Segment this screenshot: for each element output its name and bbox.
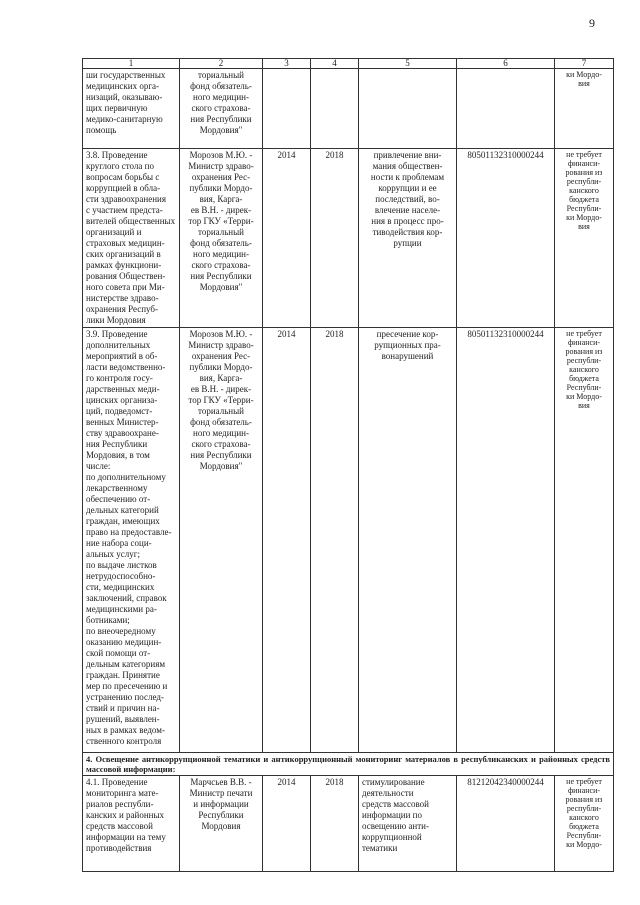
table-row xyxy=(83,328,614,753)
table-header-row xyxy=(83,59,614,69)
measure-cell: 4.1. Проведение мониторинга мате- риалов республи- канских и районных средств массовой информации на тему противодействия xyxy=(83,776,180,872)
code-cell xyxy=(457,69,555,149)
measure-cell: ши государственных медицинских орга- низаций, оказываю- щих первичную медико-санитарную помощь xyxy=(83,69,180,149)
financing-cell: не требует финанси- рования из республи- канского бюджета Республи- ки Мордо- вия xyxy=(555,149,614,328)
code-cell: 80501132310000244 xyxy=(457,328,555,753)
end-year-cell: 2018 xyxy=(311,328,359,753)
table-row xyxy=(83,776,614,872)
financing-cell: не требует финанси- рования из республи- канского бюджета Республи- ки Мордо- вия xyxy=(555,328,614,753)
start-year-cell: 2014 xyxy=(263,328,311,753)
financing-cell: не требует финанси- рования из республи- канского бюджета Республи- ки Мордо- xyxy=(555,776,614,872)
measure-cell: 3.9. Проведение дополнительных мероприятий в об- ласти ведомственно- го контроля госу- дарственных меди- цинских организа- ций, подведомст- венных Министер- ству здравоохране- ния Республики Мордовия, в том числе: по дополнительному лекарственному обеспечению от- дельных категорий граждан, имеющих право на предоставле- ние набора соци- альных услуг; по выдаче листков нетрудоспособно- сти, медицинских заключений, справок медицинскими ра- ботниками; по внеочередному оказанию медицин- ской помощи от- дельным категориям граждан. Принятие мер по пресечению и устранению послед- ствий и причин на- рушений, выявлен- ных в рамках ведом- ственного контроля xyxy=(83,328,180,753)
header-cell: 2 xyxy=(180,59,263,69)
end-year-cell xyxy=(311,69,359,149)
start-year-cell xyxy=(263,69,311,149)
measures-table xyxy=(82,58,614,872)
result-cell: привлечение вни- мания обществен- ности к проблемам коррупции и ее последствий, во- влечение населе- ния в процесс про- тиводействия кор- рупции xyxy=(359,149,457,328)
result-cell xyxy=(359,69,457,149)
end-year-cell: 2018 xyxy=(311,149,359,328)
header-cell: 6 xyxy=(457,59,555,69)
header-cell: 5 xyxy=(359,59,457,69)
financing-cell: ки Мордо- вия xyxy=(555,69,614,149)
section-heading: 4. Освещение антикоррупционной тематики и антикоррупционный мониторинг материалов в республиканских и районных средств массовой информации: xyxy=(83,753,614,776)
responsible-cell: Морозов М.Ю. - Министр здраво- охранения Рес- публики Мордо- вия, Карга- ев В.Н. - дирек- тор ГКУ «Терри- ториальный фонд обязатель- ного медицин- ского страхова- ния Республики Мордовия" xyxy=(180,149,263,328)
measure-cell: 3.8. Проведение круглого стола по вопросам борьбы с коррупцией в обла- сти здравоохранения с участием предста- вителей общественных организаций и страховых медицин- ских организаций в рамках функциони- рования Обществен- ного совета при Ми- нистерстве здраво- охранения Респуб- лики Мордовия xyxy=(83,149,180,328)
table-row xyxy=(83,149,614,328)
code-cell: 81212042340000244 xyxy=(457,776,555,872)
result-cell: пресечение кор- рупционных пра- вонарушений xyxy=(359,328,457,753)
code-cell: 80501132310000244 xyxy=(457,149,555,328)
header-cell: 4 xyxy=(311,59,359,69)
result-cell: стимулирование деятельности средств массовой информации по освещению анти- коррупционной тематики xyxy=(359,776,457,872)
responsible-cell: Марчсьев В.В. - Министр печати и информации Республики Мордовия xyxy=(180,776,263,872)
responsible-cell: Морозов М.Ю. - Министр здраво- охранения Рес- публики Мордо- вия, Карга- ев В.Н. - дирек- тор ГКУ «Терри- ториальный фонд обязатель- ного медицин- ского страхова- ния Республики Мордовия" xyxy=(180,328,263,753)
section-heading-row xyxy=(83,753,614,776)
header-cell: 7 xyxy=(555,59,614,69)
page-number: 9 xyxy=(589,16,595,30)
header-cell: 1 xyxy=(83,59,180,69)
start-year-cell: 2014 xyxy=(263,149,311,328)
table-row xyxy=(83,69,614,149)
responsible-cell: ториальный фонд обязатель- ного медицин- ского страхова- ния Республики Мордовия" xyxy=(180,69,263,149)
start-year-cell: 2014 xyxy=(263,776,311,872)
end-year-cell: 2018 xyxy=(311,776,359,872)
header-cell: 3 xyxy=(263,59,311,69)
